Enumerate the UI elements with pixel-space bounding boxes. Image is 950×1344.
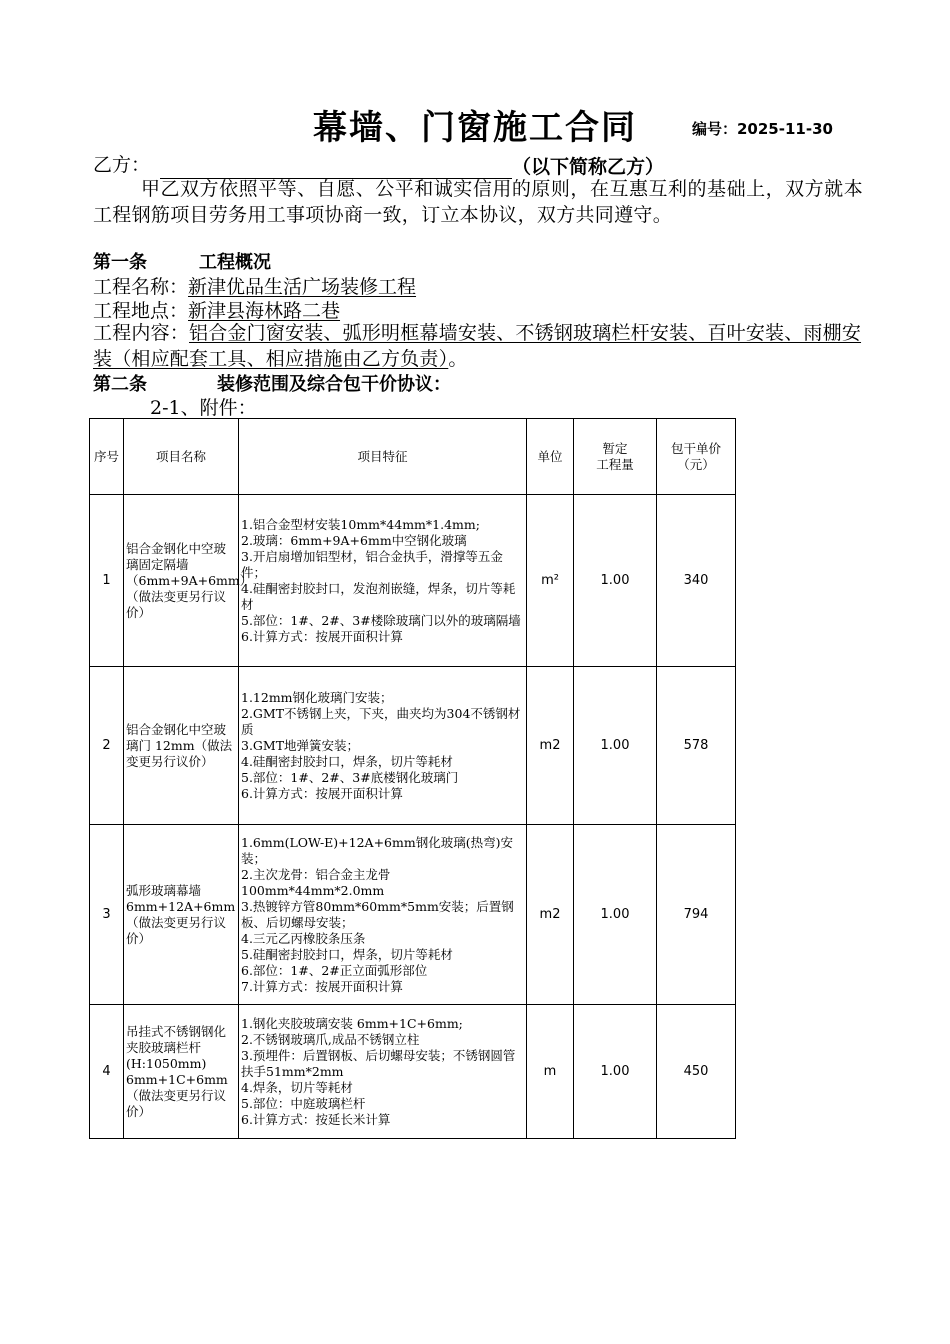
pricing-table [89, 418, 736, 1139]
header-unit-price: 包干单价 （元） [657, 419, 736, 495]
intro-paragraph: 甲乙双方依照平等、自愿、公平和诚实信用的原则，在互惠互利的基础上，双方就本工程钢筋项目劳务用工事项协商一致，订立本协议，双方共同遵守。 [93, 178, 863, 226]
article2-heading [93, 372, 451, 398]
article1-title: 工程概况 [199, 252, 271, 273]
row-item-name: 铝合金钢化中空玻璃固定隔墙（6mm+9A+6mm）（做法变更另行议价） [124, 495, 239, 667]
article2-sub: 2-1、附件： [150, 397, 257, 419]
project-name-label: 工程名称： [93, 276, 189, 298]
project-content-value: 铝合金门窗安装、弧形明框幕墙安装、不锈钢玻璃栏杆安装、百叶安装、雨棚安装（相应配套工具、相应措施由乙方负责） [93, 322, 862, 370]
row-unit-price: 340 [657, 495, 736, 667]
project-content-end: 。 [448, 348, 468, 370]
table-row [90, 495, 736, 667]
row-no: 3 [90, 825, 124, 1005]
header-no: 序号 [90, 419, 124, 495]
row-features: 1.12mm钢化玻璃门安装； 2.GMT不锈钢上夹，下夹，曲夹均为304不锈钢材质 3.GMT地弹簧安装； 4.硅酮密封胶封口，焊条，切片等耗材 5.部位：1#、2#、3#底楼钢化玻璃门 6.计算方式：按展开面积计算 [239, 667, 527, 825]
header-quantity: 暂定 工程量 [574, 419, 657, 495]
row-item-name: 铝合金钢化中空玻璃门 12mm（做法变更另行议价） [124, 667, 239, 825]
header-features: 项目特征 [239, 419, 527, 495]
row-quantity: 1.00 [574, 825, 657, 1005]
article1-number: 第一条 [93, 252, 147, 273]
row-quantity: 1.00 [574, 495, 657, 667]
article2-title: 装修范围及综合包干价协议： [217, 374, 451, 395]
contract-number: 编号：2025-11-30 [692, 120, 833, 138]
project-location-label: 工程地点： [93, 300, 189, 322]
row-no: 1 [90, 495, 124, 667]
row-no: 2 [90, 667, 124, 825]
row-quantity: 1.00 [574, 1005, 657, 1139]
row-item-name: 吊挂式不锈钢钢化夹胶玻璃栏杆(H:1050mm) 6mm+1C+6mm（做法变更另行议价） [124, 1005, 239, 1139]
project-content-label: 工程内容： [93, 322, 190, 344]
row-no: 4 [90, 1005, 124, 1139]
project-name-value: 新津优品生活广场装修工程 [188, 276, 417, 298]
header-item-name: 项目名称 [124, 419, 239, 495]
project-name-row [93, 274, 416, 300]
row-features: 1.铝合金型材安装10mm*44mm*1.4mm; 2.玻璃：6mm+9A+6mm中空钢化玻璃 3.开启扇增加铝型材，铝合金执手，滑撑等五金件； 4.硅酮密封胶封口，发泡剂嵌缝，焊条，切片等耗材 5.部位：1#、2#、3#楼除玻璃门以外的玻璃隔墙 6.计算方式：按展开面积计算 [239, 495, 527, 667]
article1-heading [93, 250, 271, 276]
row-unit: m [527, 1005, 574, 1139]
contract-title: 幕墙、门窗施工合同 [313, 108, 637, 148]
party-b-label: 乙方： [93, 154, 151, 176]
row-unit-price: 794 [657, 825, 736, 1005]
table-row [90, 667, 736, 825]
header-unit: 单位 [527, 419, 574, 495]
table-header-row [90, 419, 736, 495]
row-unit: m2 [527, 825, 574, 1005]
row-unit-price: 450 [657, 1005, 736, 1139]
row-unit: m2 [527, 667, 574, 825]
row-features: 1.钢化夹胶玻璃安装 6mm+1C+6mm; 2.不锈钢玻璃爪,成品不锈钢立柱 3.预埋件：后置钢板、后切螺母安装；不锈钢圆管扶手51mm*2mm 4.焊条，切片等耗材 5.部位：中庭玻璃栏杆 6.计算方式：按延长米计算 [239, 1005, 527, 1139]
row-features: 1.6mm(LOW-E)+12A+6mm钢化玻璃(热弯)安装； 2.主次龙骨：铝合金主龙骨100mm*44mm*2.0mm 3.热镀锌方管80mm*60mm*5mm安装；后置钢板、后切螺母安装； 4.三元乙丙橡胶条压条 5.硅酮密封胶封口，焊条，切片等耗材 6.部位：1#、2#正立面弧形部位 7.计算方式：按展开面积计算 [239, 825, 527, 1005]
row-item-name: 弧形玻璃幕墙6mm+12A+6mm（做法变更另行议价） [124, 825, 239, 1005]
article2-number: 第二条 [93, 374, 147, 395]
table-row [90, 1005, 736, 1139]
project-content-row [93, 320, 863, 372]
row-unit: m² [527, 495, 574, 667]
row-quantity: 1.00 [574, 667, 657, 825]
table-row [90, 825, 736, 1005]
party-b-suffix: （以下简称乙方） [512, 156, 665, 178]
row-unit-price: 578 [657, 667, 736, 825]
project-location-value: 新津县海林路二巷 [188, 300, 341, 322]
